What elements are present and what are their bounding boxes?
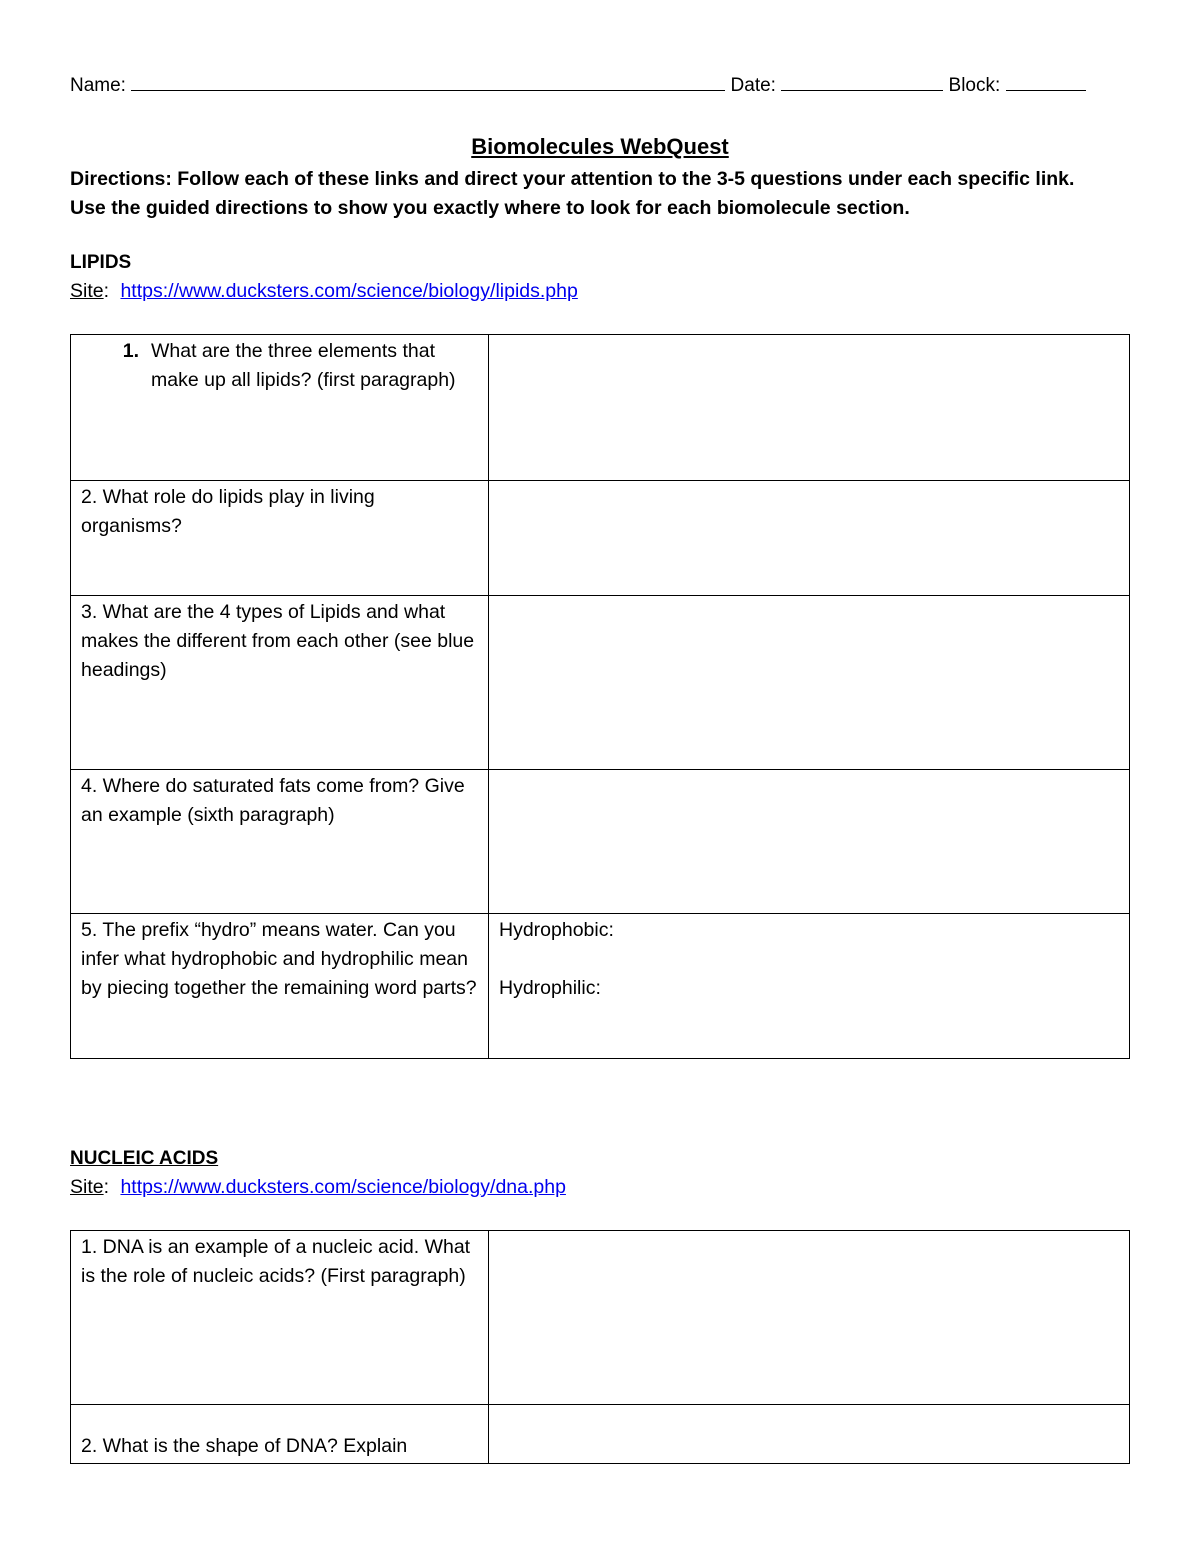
question-number: 1. bbox=[122, 340, 139, 362]
question-cell: 1. DNA is an example of a nucleic acid. What is the role of nucleic acids? (First paragraph) bbox=[71, 1231, 489, 1405]
hydrophilic-label: Hydrophilic: bbox=[499, 977, 601, 999]
lipids-heading: LIPIDS bbox=[70, 252, 132, 273]
answer-cell[interactable] bbox=[489, 914, 1130, 1059]
table-row bbox=[71, 596, 1130, 770]
table-row bbox=[71, 335, 1130, 481]
lipids-link[interactable]: https://www.ducksters.com/science/biology/lipids.php bbox=[120, 280, 578, 302]
nucleic-acids-question-table bbox=[70, 1230, 1130, 1464]
directions-line-2: Use the guided directions to show you exactly where to look for each biomolecule section. bbox=[70, 197, 910, 219]
question-cell: 4. Where do saturated fats come from? Give an example (sixth paragraph) bbox=[71, 770, 489, 914]
question-cell: 5. The prefix “hydro” means water. Can you infer what hydrophobic and hydrophilic mean by piecing together the remaining word parts? bbox=[71, 914, 489, 1059]
answer-cell[interactable] bbox=[489, 1405, 1130, 1464]
nucleic-acids-link[interactable]: https://www.ducksters.com/science/biology/dna.php bbox=[120, 1176, 566, 1198]
directions-line-1: Directions: Follow each of these links and direct your attention to the 3-5 questions under each specific link. bbox=[70, 168, 1075, 190]
lipids-site: Site: https://www.ducksters.com/science/biology/lipids.php bbox=[70, 280, 578, 302]
nucleic-acids-heading: NUCLEIC ACIDS bbox=[70, 1148, 219, 1169]
question-cell: 2. What role do lipids play in living organisms? bbox=[71, 481, 489, 596]
page-title: Biomolecules WebQuest bbox=[471, 134, 729, 159]
table-row bbox=[71, 1405, 1130, 1464]
answer-cell[interactable] bbox=[489, 770, 1130, 914]
question-cell: 3. What are the 4 types of Lipids and what makes the different from each other (see blue headings) bbox=[71, 596, 489, 770]
directions bbox=[70, 165, 1150, 223]
answer-cell[interactable] bbox=[489, 335, 1130, 481]
block-field[interactable] bbox=[1006, 74, 1086, 91]
site-label: Site bbox=[70, 280, 104, 302]
question-cell: 2. What is the shape of DNA? Explain bbox=[71, 1405, 489, 1464]
table-row bbox=[71, 770, 1130, 914]
answer-cell[interactable] bbox=[489, 481, 1130, 596]
nucleic-acids-site: Site: https://www.ducksters.com/science/biology/dna.php bbox=[70, 1176, 566, 1198]
student-info-header bbox=[70, 74, 1130, 97]
name-label: Name: bbox=[70, 75, 126, 96]
question-cell bbox=[71, 335, 489, 481]
table-row bbox=[71, 914, 1130, 1059]
site-label: Site bbox=[70, 1176, 104, 1198]
date-field[interactable] bbox=[781, 74, 943, 91]
table-row bbox=[71, 481, 1130, 596]
hydrophobic-label: Hydrophobic: bbox=[499, 919, 614, 941]
answer-cell[interactable] bbox=[489, 1231, 1130, 1405]
date-label: Date: bbox=[730, 75, 776, 96]
table-row bbox=[71, 1231, 1130, 1405]
lipids-question-table bbox=[70, 334, 1130, 1059]
question-text: What are the three elements that make up all lipids? (first paragraph) bbox=[151, 340, 456, 391]
answer-cell[interactable] bbox=[489, 596, 1130, 770]
block-label: Block: bbox=[948, 75, 1001, 96]
name-field[interactable] bbox=[131, 74, 725, 91]
